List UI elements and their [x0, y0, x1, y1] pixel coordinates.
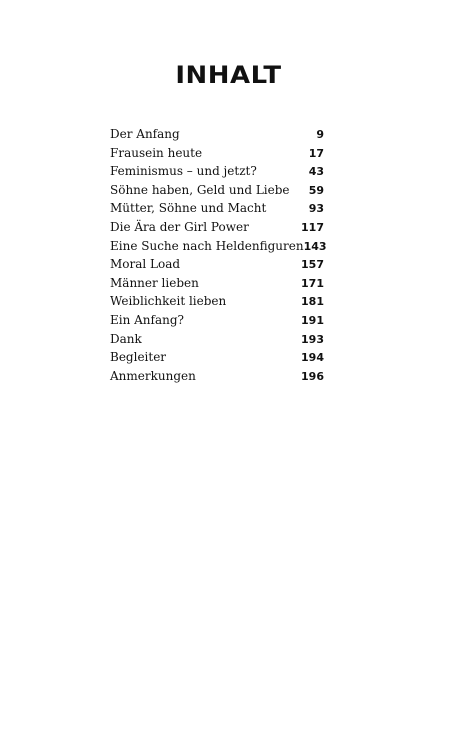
- toc-entry: [110, 144, 324, 163]
- toc-entry-title: Eine Suche nach Heldenfiguren: [110, 238, 304, 253]
- toc-entry-page: 59: [308, 183, 324, 197]
- toc-entry-page: 17: [308, 146, 324, 160]
- toc-entry-title: Ein Anfang?: [110, 312, 184, 327]
- toc-entry-page: 191: [301, 313, 324, 327]
- toc-entry-title: Moral Load: [110, 257, 181, 272]
- toc-entry: [110, 311, 324, 330]
- toc-entry: [110, 199, 324, 218]
- toc-entry-page: 43: [308, 165, 324, 179]
- table-of-contents: [110, 125, 327, 385]
- toc-entry-title: Anmerkungen: [110, 368, 196, 383]
- toc-entry-title: Frausein heute: [110, 145, 203, 160]
- toc-entry: [110, 274, 324, 293]
- toc-entry-page: 193: [301, 332, 324, 346]
- toc-entry-title: Die Ära der Girl Power: [110, 219, 249, 234]
- toc-entry-title: Männer lieben: [110, 275, 199, 290]
- toc-entry-title: Feminismus – und jetzt?: [110, 164, 257, 179]
- toc-entry: [110, 162, 324, 181]
- toc-entry: [110, 181, 324, 200]
- toc-entry: [110, 255, 324, 274]
- toc-entry: [110, 330, 324, 349]
- toc-entry: [110, 367, 324, 386]
- toc-entry: [110, 237, 327, 256]
- toc-entry: [110, 125, 324, 144]
- page-title: INHALT: [175, 61, 282, 89]
- toc-entry-title: Der Anfang: [110, 127, 180, 141]
- toc-entry-page: 181: [301, 295, 324, 309]
- toc-entry-page: 143: [303, 239, 327, 253]
- toc-entry-title: Söhne haben, Geld und Liebe: [110, 182, 290, 197]
- toc-entry-page: 9: [316, 128, 324, 141]
- toc-entry-title: Begleiter: [110, 350, 167, 365]
- toc-entry-page: 196: [301, 369, 324, 383]
- toc-entry-title: Weiblichkeit lieben: [110, 294, 227, 309]
- toc-entry-title: Dank: [110, 331, 142, 346]
- toc-entry: [110, 292, 324, 311]
- toc-entry: [110, 348, 324, 367]
- toc-entry-page: 194: [301, 351, 324, 365]
- toc-entry-page: 171: [301, 276, 324, 290]
- toc-entry: [110, 218, 324, 237]
- toc-entry-page: 157: [301, 258, 324, 272]
- toc-entry-page: 93: [308, 202, 324, 216]
- toc-entry-page: 117: [301, 220, 324, 234]
- toc-entry-title: Mütter, Söhne und Macht: [110, 201, 267, 216]
